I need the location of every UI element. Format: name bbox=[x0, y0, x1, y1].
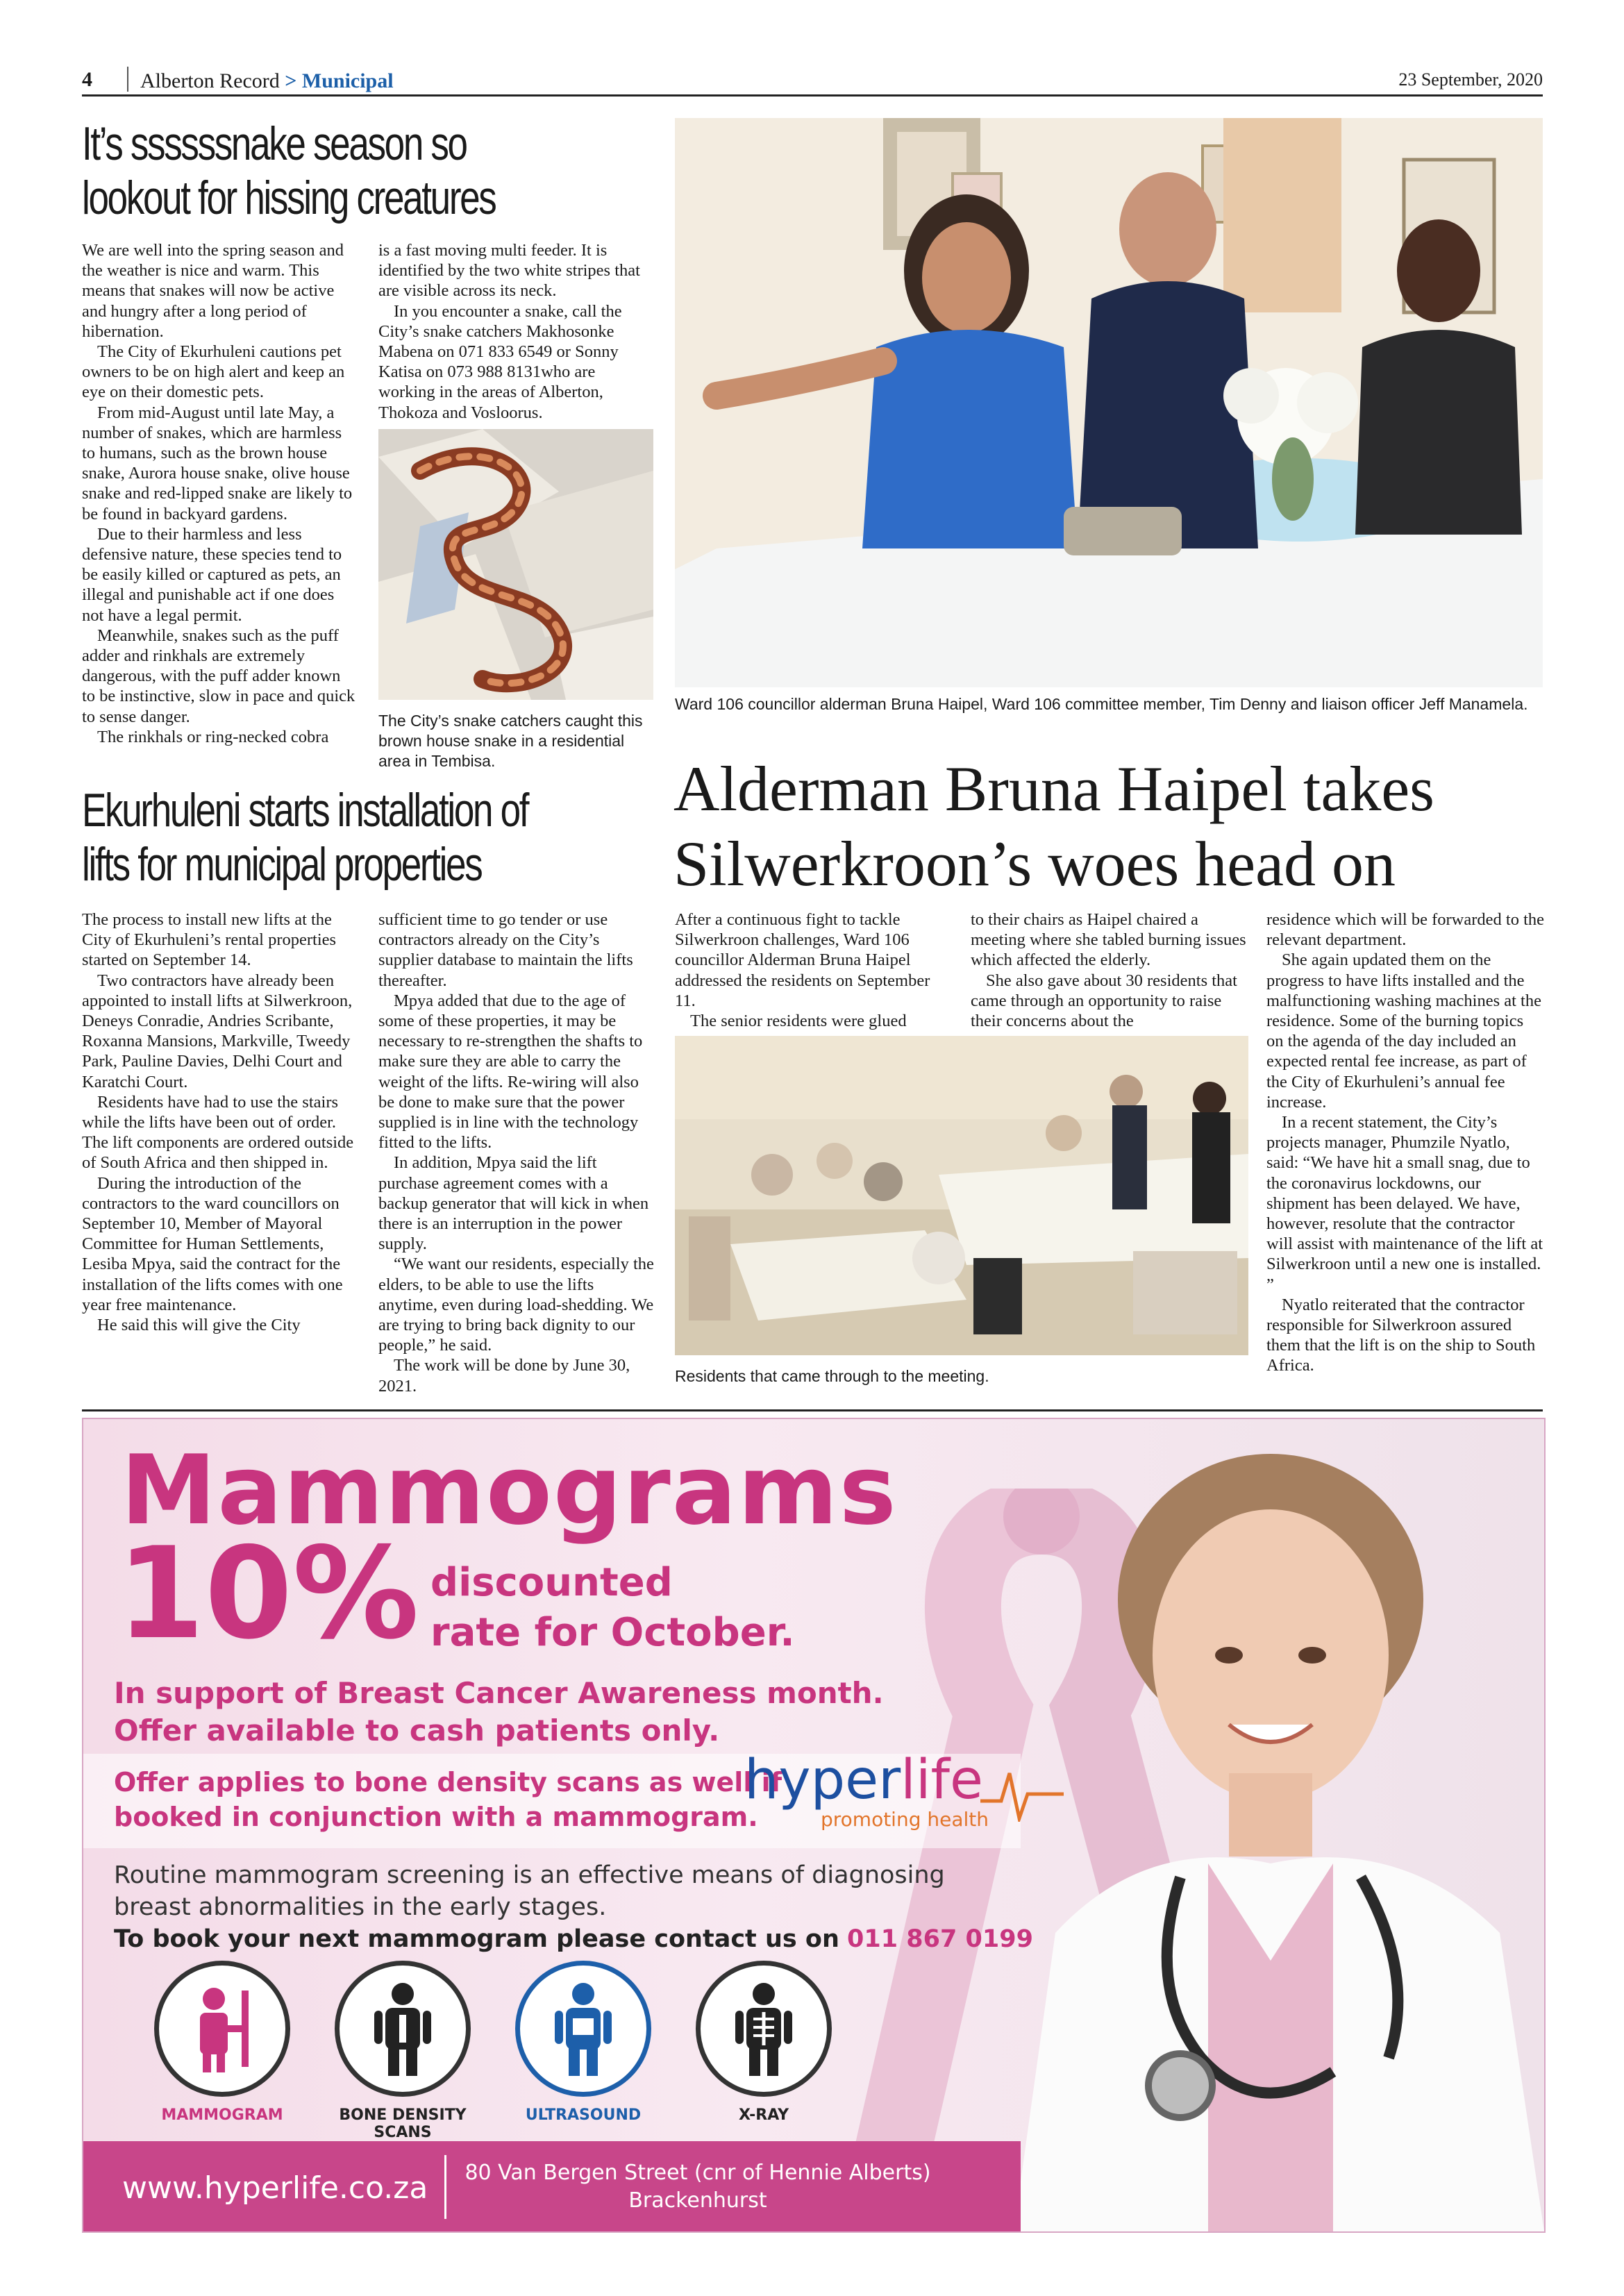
booking-text: To book your next mammogram please contact us on bbox=[114, 1925, 839, 1953]
section-name: Municipal bbox=[301, 69, 394, 92]
hyperlife-logo bbox=[744, 1749, 989, 1831]
paragraph: During the introduction of the contractors to the ward councillors on September 10, Member of Mayoral Committee for Human Settlements, Lesiba Mpya, said the contract for the installation of the lifts comes with one year free maintenance. bbox=[82, 1173, 343, 1314]
offer-line-2: booked in conjunction with a mammogram. bbox=[114, 1802, 758, 1832]
meeting-photo bbox=[675, 1036, 1248, 1355]
service-x-ray bbox=[680, 1961, 847, 2124]
paragraph: He said this will give the City bbox=[97, 1316, 301, 1335]
haipel-body-col-2 bbox=[971, 910, 1248, 1031]
section-marker: > bbox=[285, 69, 297, 92]
header-divider bbox=[127, 67, 128, 92]
haipel-photo bbox=[675, 118, 1543, 687]
address-line-2: Brackenhurst bbox=[628, 2188, 767, 2213]
paragraph: In a recent statement, the City’s projects manager, Phumzile Nyatlo, said: “We have hit a small snag, due to the coronavirus lockdowns, our shipment has been delayed. We have, however, resolute that the contractor will assist with maintenance of the lift at Silwerkroon until a new one is installed. ” bbox=[1266, 1113, 1543, 1294]
lifts-headline bbox=[82, 783, 667, 891]
x-ray-icon bbox=[696, 1961, 832, 2097]
advert-discount-text bbox=[430, 1558, 795, 1658]
lifts-body-col-1 bbox=[82, 910, 357, 1335]
support-line-2: Offer available to cash patients only. bbox=[114, 1713, 720, 1748]
haipel-body-col-3 bbox=[1266, 910, 1544, 1376]
bone-density-icon bbox=[335, 1961, 471, 2097]
snake-body-col-2 bbox=[378, 240, 656, 423]
paragraph: In you encounter a snake, call the City’s snake catchers Makhosonke Mabena on 071 833 6549 or Sonny Katisa on 073 988 8131who are working in the areas of Alberton, Thokoza and Vosloorus. bbox=[378, 301, 622, 422]
ultrasound-icon bbox=[515, 1961, 651, 2097]
discount-line-1: discounted bbox=[430, 1560, 673, 1605]
lifts-headline-line-2: lifts for municipal properties bbox=[82, 838, 482, 891]
service-label: X-RAY bbox=[738, 2106, 789, 2124]
service-label: ULTRASOUND bbox=[525, 2106, 642, 2124]
paragraph: We are well into the spring season and the weather is nice and warm. This means that snakes will now be active and hungry after a long period of hibernation. bbox=[82, 241, 344, 341]
advert-percent: 10% bbox=[117, 1520, 419, 1667]
doctor-image bbox=[972, 1447, 1544, 2231]
paragraph: After a continuous fight to tackle Silwerkroon challenges, Ward 106 councillor Alderman Bruna Haipel addressed the residents on September 11. bbox=[675, 910, 930, 1010]
support-line-1: In support of Breast Cancer Awareness month. bbox=[114, 1676, 884, 1710]
brand-name-part-1: hyper bbox=[744, 1749, 901, 1811]
paragraph: Mpya added that due to the age of some of these properties, it may be necessary to re-strengthen the shafts to make sure they are able to carry the weight of the lifts. Re-wiring will also be done to make sure that the power supplied is in line with the technology fitted to the lifts. bbox=[378, 991, 643, 1153]
haipel-photo-caption: Ward 106 councillor alderman Bruna Haipel, Ward 106 committee member, Tim Denny and liaison officer Jeff Manamela. bbox=[675, 695, 1528, 713]
haipel-headline bbox=[673, 751, 1562, 901]
paragraph: From mid-August until late May, a number of snakes, which are harmless to humans, such as the brown house snake, Aurora house snake, olive house snake and red-lipped snake are likely to be found in backyard gardens. bbox=[82, 403, 353, 523]
snake-photo bbox=[378, 429, 653, 700]
brand-tagline: promoting health bbox=[821, 1808, 989, 1831]
snake-body-col-1 bbox=[82, 240, 357, 747]
service-label: MAMMOGRAM bbox=[161, 2106, 283, 2124]
paragraph: Meanwhile, snakes such as the puff adder and rinkhals are extremely dangerous, with the puff adder known to be instinctive, slow in pace and quick to sense danger. bbox=[82, 626, 355, 726]
paragraph: The process to install new lifts at the City of Ekurhuleni’s rental properties started on September 14. bbox=[82, 910, 337, 970]
publication-header bbox=[140, 69, 394, 93]
paragraph: She again updated them on the progress to have lifts installed and the malfunctioning washing machines at the residence. Some of the burning topics on the agenda of the day included an expected rental fee increase, as part of the City of Ekurhuleni’s annual fee increase. bbox=[1266, 950, 1541, 1112]
advert-website-link[interactable]: www.hyperlife.co.za bbox=[122, 2170, 428, 2206]
paragraph: residence which will be forwarded to the relevant department. bbox=[1266, 910, 1545, 950]
brand-name-part-2: life bbox=[901, 1749, 983, 1811]
booking-phone: 011 867 0199 bbox=[847, 1925, 1033, 1953]
lifts-body-col-2 bbox=[378, 910, 656, 1396]
offer-line-1: Offer applies to bone density scans as well if bbox=[114, 1767, 782, 1798]
mammogram-icon bbox=[154, 1961, 290, 2097]
publication-name: Alberton Record bbox=[140, 69, 280, 92]
advert-divider-rule bbox=[82, 1409, 1543, 1411]
routine-line-1: Routine mammogram screening is an effective means of diagnosing bbox=[114, 1861, 945, 1889]
paragraph: She also gave about 30 residents that came through an opportunity to raise their concerns about the bbox=[971, 971, 1237, 1031]
paragraph: Nyatlo reiterated that the contractor responsible for Silwerkroon assured them that the lift is on the ship to South Africa. bbox=[1266, 1295, 1536, 1375]
advert-routine-text bbox=[114, 1859, 1033, 1955]
snake-headline bbox=[82, 117, 569, 225]
lifts-headline-line-1: Ekurhuleni starts installation of bbox=[82, 784, 528, 837]
mammogram-advert bbox=[82, 1418, 1546, 2233]
paragraph: The rinkhals or ring-necked cobra bbox=[97, 727, 329, 746]
address-line-1: 80 Van Bergen Street (cnr of Hennie Alberts) bbox=[464, 2161, 931, 2185]
discount-line-2: rate for October. bbox=[430, 1610, 795, 1655]
page-number: 4 bbox=[82, 68, 92, 91]
service-ultrasound bbox=[500, 1961, 667, 2124]
routine-line-2: breast abnormalities in the early stages. bbox=[114, 1893, 607, 1921]
paragraph: Two contractors have already been appointed to install lifts at Silwerkroon, Deneys Conradie, Andries Scribante, Roxanna Mansions, Markville, Tweedy Park, Pauline Davies, Delhi Court and Karatchi Court. bbox=[82, 971, 353, 1091]
paragraph: to their chairs as Haipel chaired a meeting where she tabled burning issues which affected the elderly. bbox=[971, 910, 1246, 970]
paragraph: Due to their harmless and less defensive nature, these species tend to be easily killed or captured as pets, an illegal and punishable act if one does not have a legal permit. bbox=[82, 524, 342, 625]
paragraph: The work will be done by June 30, 2021. bbox=[378, 1356, 630, 1396]
advert-support-text bbox=[114, 1675, 884, 1750]
paragraph: is a fast moving multi feeder. It is identified by the two white stripes that are visible across its neck. bbox=[378, 241, 640, 301]
footer-divider bbox=[444, 2155, 446, 2219]
service-bone-density bbox=[319, 1961, 486, 2141]
paragraph: The City of Ekurhuleni cautions pet owners to be on high alert and keep an eye on their domestic pets. bbox=[82, 342, 345, 402]
snake-photo-caption: The City’s snake catchers caught this brown house snake in a residential area in Tembisa. bbox=[378, 712, 643, 770]
snake-headline-line-2: lookout for hissing creatures bbox=[82, 171, 496, 224]
header-rule bbox=[82, 94, 1543, 97]
haipel-headline-line-1: Alderman Bruna Haipel takes bbox=[673, 753, 1434, 824]
service-label: BONE DENSITY SCANS bbox=[339, 2106, 467, 2141]
service-mammogram bbox=[139, 1961, 305, 2124]
heartbeat-icon bbox=[980, 1766, 1064, 1822]
advert-title: Mammograms bbox=[121, 1434, 898, 1546]
issue-date: 23 September, 2020 bbox=[1398, 69, 1543, 90]
advert-address bbox=[458, 2159, 937, 2215]
paragraph: In addition, Mpya said the lift purchase agreement comes with a backup generator that will kick in when there is an interruption in the power supply. bbox=[378, 1153, 649, 1254]
paragraph: Residents have had to use the stairs while the lifts have been out of order. The lift components are ordered outside of South Africa and then shipped in. bbox=[82, 1092, 354, 1173]
snake-headline-line-1: It’s ssssssnake season so bbox=[82, 117, 467, 170]
paragraph: The senior residents were glued bbox=[690, 1012, 907, 1031]
haipel-headline-line-2: Silwerkroon’s woes head on bbox=[673, 828, 1396, 899]
advert-offer-text bbox=[114, 1765, 782, 1834]
paragraph: “We want our residents, especially the elders, to be able to use the lifts anytime, even during load-shedding. We are trying to bring back dignity to our people,” he said. bbox=[378, 1255, 654, 1355]
meeting-photo-caption: Residents that came through to the meeting. bbox=[675, 1367, 989, 1385]
haipel-body-col-1 bbox=[675, 910, 953, 1031]
paragraph: sufficient time to go tender or use contractors already on the City’s supplier database to maintain the lifts thereafter. bbox=[378, 910, 633, 990]
